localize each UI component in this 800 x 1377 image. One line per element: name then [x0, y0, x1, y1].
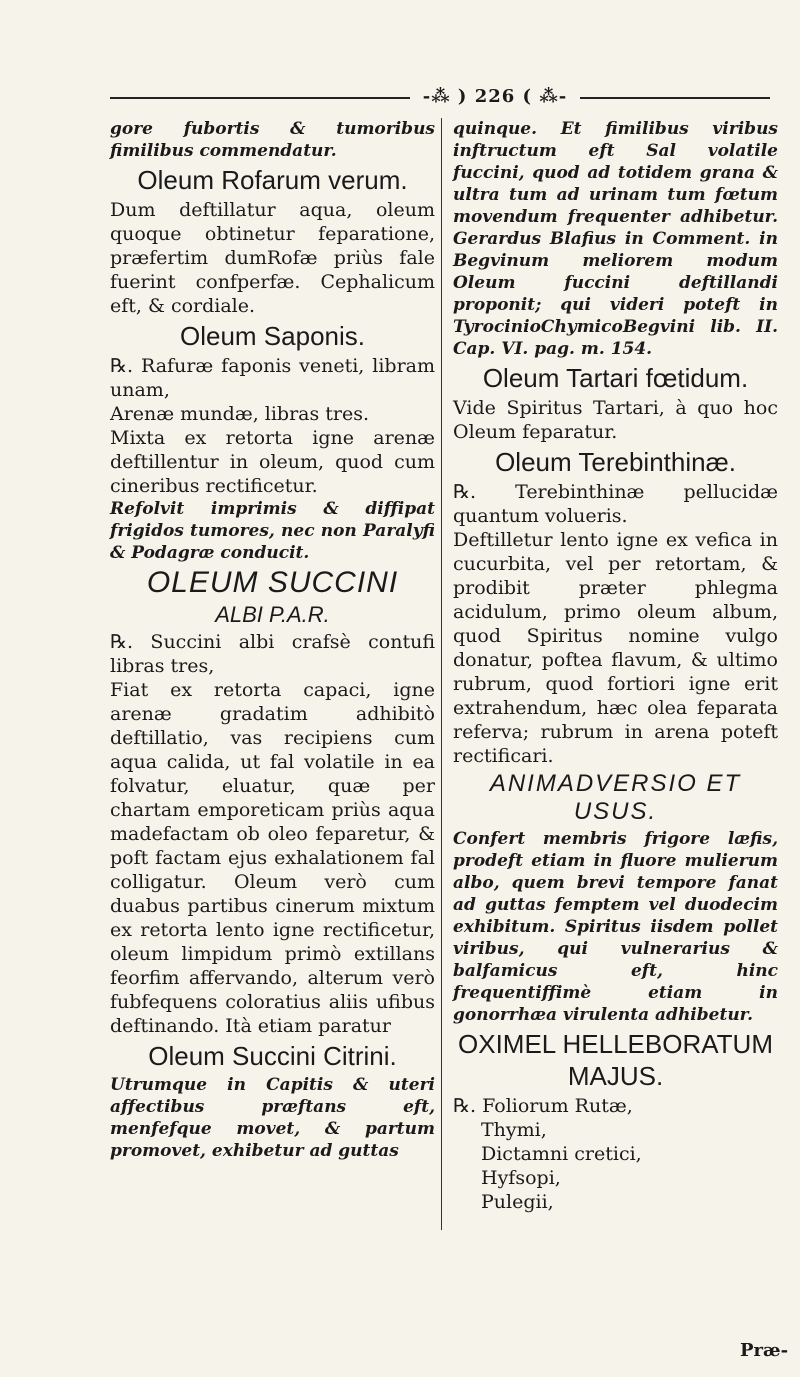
list-item: Thymi,	[481, 1119, 547, 1141]
left-column	[110, 118, 435, 1162]
header-rule-left	[110, 97, 410, 99]
paragraph-saponis-use: Refolvit imprimis & diffipat frigidos tumores, nec non Paralyfi & Podagræ conducit.	[110, 499, 435, 563]
left-intro-text: gore fubortis & tumoribus fimilibus commendatur.	[110, 119, 435, 161]
paragraph-animadversio: Confert membris frigore læfis, prodeft etiam in fluore mulierum albo, quem brevi tempore fanat ad guttas femptem vel duodecim exhibitum. Spiritus iisdem pollet viribus, qui vulnerarius & balfamicus eft, hinc frequentiffimè etiam in gonorrhæa virulenta adhibetur.	[453, 829, 778, 1025]
heading-oleum-succini: OLEUM SUCCINI	[146, 566, 399, 599]
paragraph-oleum-rosarum: Dum deftillatur aqua, oleum quoque obtinetur feparatione, præfertim dumRofæ priùs fale fuerint confperfæ. Cephalicum eft, & cordiale.	[110, 199, 435, 317]
heading-oximel: OXIMEL HELLEBORATUM MAJUS.	[458, 1029, 773, 1091]
list-item: Pulegii,	[481, 1191, 554, 1213]
paragraph-saponis-method: Mixta ex retorta igne arenæ deftillentur in oleum, quod cum cineribus rectificetur.	[110, 427, 435, 497]
heading-oleum-tartari: Oleum Tartari fœtidum.	[482, 363, 749, 393]
column-divider	[441, 118, 442, 1230]
heading-oleum-rosarum: Oleum Rofarum verum.	[137, 165, 408, 195]
list-item: Hyfsopi,	[481, 1167, 561, 1189]
ingredient-list	[453, 1094, 778, 1214]
paragraph-succini-use: Utrumque in Capitis & uteri affectibus præftans eft, menfefque movet, & partum promovet, exhibetur ad guttas	[110, 1075, 435, 1161]
heading-oleum-saponis: Oleum Saponis.	[180, 321, 365, 351]
paragraph-tartari: Vide Spiritus Tartari, à quo hoc Oleum feparatur.	[453, 397, 778, 443]
list-item: Dictamni cretici,	[481, 1143, 642, 1165]
recipe-succini: ℞. Succini albi crafsè contufi libras tres,	[110, 631, 435, 677]
heading-oleum-terebinthinae: Oleum Terebinthinæ.	[495, 447, 736, 477]
paragraph-sal-volatile: quinque. Et fimilibus viribus inftructum eft Sal volatile fuccini, quod ad totidem grana & ultra tum ad urinam tum fœtum movendum frequenter adhibetur. Gerardus Blafius in Comment. in Begvinum meliorem modum Oleum fuccini deftillandi proponit; qui videri poteft in TyrocinioChymicoBegvini lib. II. Cap. VI. pag. m. 154.	[453, 119, 778, 359]
right-column	[453, 118, 778, 1214]
recipe-saponis-line2: Arenæ mundæ, libras tres.	[110, 403, 370, 425]
recipe-saponis-line1: ℞. Rafuræ faponis veneti, libram unam,	[110, 355, 435, 401]
list-item: ℞. Foliorum Rutæ,	[453, 1095, 633, 1117]
paragraph-succini-method: Fiat ex retorta capaci, igne arenæ gradatim adhibitò deftillatio, vas recipiens cum aqua calida, ut fal volatile in ea folvatur, eluatur, quæ per chartam emporeticam priùs aqua madefactam ob oleo feparetur, & poft factam ejus exhalationem fal colligatur. Oleum verò cum duabus partibus cinerum mixtum ex retorta lento igne rectificetur, oleum limpidum primò extillans feorfim affervando, alterum verò fubfequens coloratius aliis ufibus deftinando. Ità etiam paratur	[110, 679, 435, 1037]
heading-animadversio: ANIMADVERSIO ET USUS.	[489, 770, 742, 825]
header-rule-right	[580, 97, 770, 99]
heading-albi-par: ALBI P.A.R.	[215, 602, 330, 627]
page-number: -⁂ ) 226 ( ⁂-	[422, 86, 568, 107]
paragraph-terebinthinae-method: Deftilletur lento igne ex vefica in cucurbita, vel per retortam, & prodibit præter phlegma acidulum, primo oleum album, quod Spiritus nomine vulgo donatur, poftea flavum, & ultimo rubrum, quod fortiori igne erit extrahendum, hæc olea feparata referva; rubrum in arena poteft rectificari.	[453, 529, 778, 767]
page-header	[110, 86, 770, 110]
heading-oleum-succini-citrini: Oleum Succini Citrini.	[148, 1041, 397, 1071]
recipe-terebinthinae: ℞. Terebinthinæ pellucidæ quantum volueris.	[453, 481, 778, 527]
catchword: Præ-	[740, 1340, 789, 1361]
